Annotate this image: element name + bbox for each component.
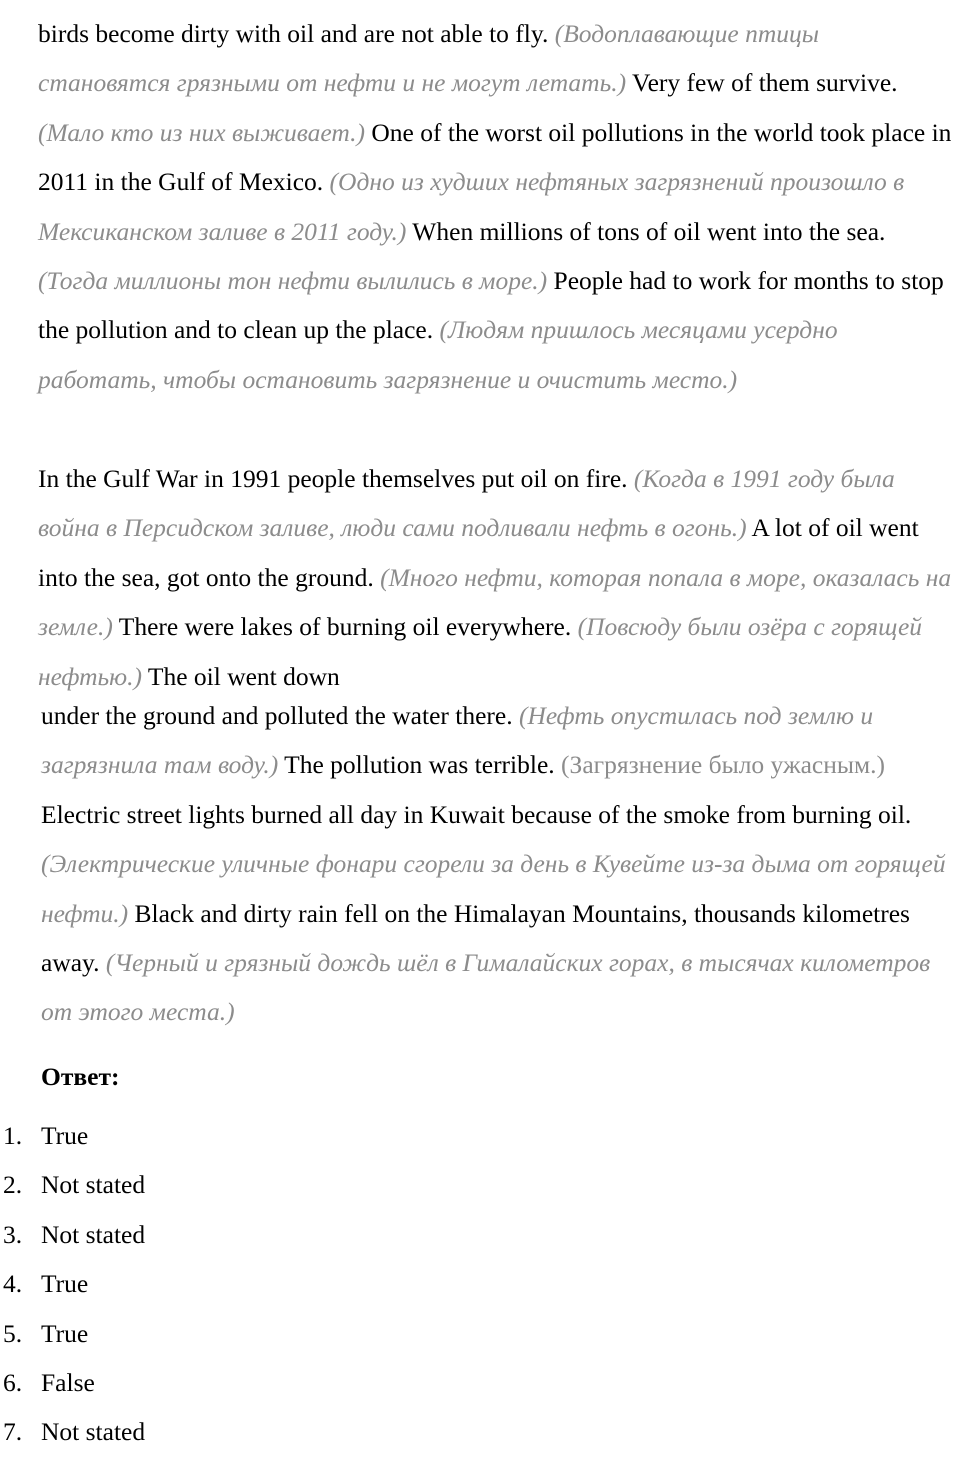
russian-translation: (Одно из худших нефтяных загрязнений произошло в Мексиканском заливе в 2011 году.) [38,167,905,246]
english-sentence: Black and dirty rain fell on the Himalayan Mountains, thousands kilometres away. [41,898,910,978]
russian-translation: (Много нефти, которая попала в море, оказалась на земле.) [38,562,952,642]
english-sentence: A lot of oil went into the sea, got onto the ground. [38,513,919,592]
answer-text: False [41,1367,95,1397]
answer-text: True [41,1121,89,1150]
answer-text: Not stated [41,1219,146,1249]
answer-item [0,1111,145,1160]
english-sentence: The oil went down [141,661,340,691]
paragraph-oil-pollution [38,9,956,404]
answer-number: 3. [3,1219,23,1249]
answer-number: 5. [3,1318,23,1348]
answer-item [0,1160,145,1209]
english-sentence: under the ground and polluted the water there. [41,701,519,730]
english-sentence: Electric street lights burned all day in Kuwait because of the smoke from burning oil. [41,799,912,829]
answer-number: 7. [3,1417,23,1447]
russian-translation: (Когда в 1991 году была война в Персидском заливе, люди сами подливали нефть в огонь.) [38,464,895,543]
english-sentence: In the Gulf War in 1991 people themselves put oil on fire. [38,464,634,493]
russian-translation: (Электрические уличные фонари сгорели за день в Кувейте из-за дыма от горящей нефти.) [41,849,946,928]
russian-translation: (Черный и грязный дождь шёл в Гималайских горах, в тысячах километров от этого места.) [41,948,931,1027]
english-sentence: The pollution was terrible. [278,750,562,780]
answer-number: 6. [3,1367,23,1397]
answer-item [0,1210,145,1259]
russian-translation: (Загрязнение было ужасным.) [561,750,886,780]
paragraph-gulf-war [38,454,956,701]
answer-number: 4. [3,1269,23,1299]
english-sentence: When millions of tons of oil went into the sea. [406,216,886,246]
answer-text: Not stated [41,1417,146,1447]
answer-number: 2. [3,1170,23,1200]
answer-item [0,1309,145,1358]
russian-translation: (Мало кто из них выживает.) [38,117,366,147]
answer-item [0,1259,145,1308]
russian-translation: (Нефть опустилась под землю и загрязнила там воду.) [41,701,874,780]
answer-number: 1. [3,1121,23,1150]
answer-list [0,1111,145,1457]
answer-text: True [41,1269,89,1299]
russian-translation: (Людям пришлось месяцами усердно работать, чтобы остановить загрязнение и очистить место.) [38,315,838,394]
answer-text: Not stated [41,1170,146,1200]
russian-translation: (Тогда миллионы тон нефти вылились в море.) [38,266,548,296]
russian-translation: (Повсюду были озёра с горящей нефтью.) [38,612,923,691]
answer-item [0,1407,145,1456]
english-sentence: Very few of them survive. [626,68,898,98]
english-sentence: One of the worst oil pollutions in the world took place in 2011 in the Gulf of Mexico. [38,117,952,197]
paragraph-kuwait-smoke [41,691,958,1037]
answer-heading: Ответ: [41,1062,120,1091]
answer-text: True [41,1318,89,1348]
answer-item [0,1358,145,1407]
russian-translation: (Водоплавающие птицы становятся грязными от нефти и не могут летать.) [38,19,820,98]
english-sentence: birds become dirty with oil and are not able to fly. [38,19,555,48]
english-sentence: There were lakes of burning oil everywhere. [112,612,578,642]
english-sentence: People had to work for months to stop the pollution and to clean up the place. [38,266,944,345]
